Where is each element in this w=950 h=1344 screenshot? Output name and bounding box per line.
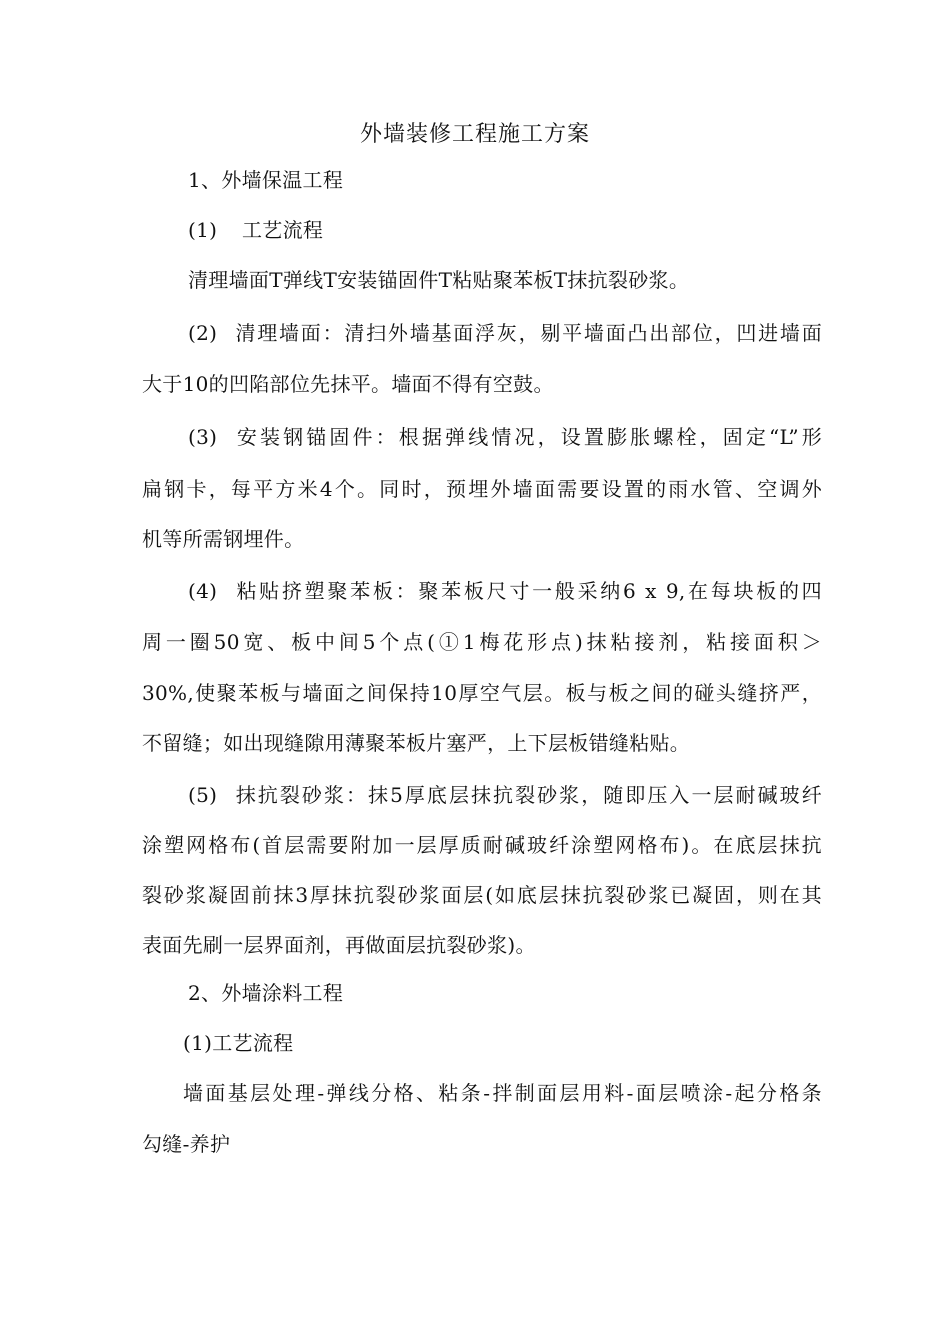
process-flow-2-line-2: 勾缝-养护 (142, 1132, 231, 1156)
item-label: 工艺流程 (242, 218, 324, 242)
section-heading-2: 2、外墙涂料工程 (188, 981, 344, 1005)
item-text: 粘贴挤塑聚苯板：聚苯板尺寸一般采纳6 x 9,在每块板的四 (234, 579, 822, 603)
item-number: (4) (188, 579, 218, 603)
item-3-line-2: 扁钢卡，每平方米4个。同时，预埋外墙面需要设置的雨水管、空调外 (142, 477, 822, 501)
item-4-line-2: 周一圈50宽、板中间5个点(①1梅花形点)抹粘接剂，粘接面积＞ (142, 630, 822, 654)
item-number: (1) (188, 218, 218, 242)
item-number: (2) (188, 321, 218, 345)
item-5-line-2: 涂塑网格布(首层需要附加一层厚质耐碱玻纤涂塑网格布)。在底层抹抗 (142, 833, 822, 857)
item-1-heading (188, 213, 822, 247)
process-flow-1: 清理墙面T弹线T安装锚固件T粘贴聚苯板T抹抗裂砂浆。 (188, 268, 690, 292)
section-2-item-1: (1)工艺流程 (183, 1031, 294, 1055)
item-2-line-2: 大于10的凹陷部位先抹平。墙面不得有空鼓。 (142, 372, 554, 396)
item-text: 安装钢锚固件：根据弹线情况，设置膨胀螺栓，固定“L”形 (234, 425, 822, 449)
item-4-line-3: 30%,使聚苯板与墙面之间保持10厚空气层。板与板之间的碰头缝挤严， (142, 681, 822, 705)
item-4-line-1 (188, 574, 822, 608)
item-number: (3) (188, 425, 218, 449)
item-5-line-3: 裂砂浆凝固前抹3厚抹抗裂砂浆面层(如底层抹抗裂砂浆已凝固，则在其 (142, 883, 822, 907)
item-2-line-1 (188, 316, 822, 350)
document-title: 外墙装修工程施工方案 (359, 122, 590, 147)
item-5-line-4: 表面先刷一层界面剂，再做面层抗裂砂浆)。 (142, 933, 536, 957)
item-4-line-4: 不留缝；如出现缝隙用薄聚苯板片塞严，上下层板错缝粘贴。 (142, 731, 691, 755)
item-5-line-1 (188, 778, 822, 812)
process-flow-2-line-1: 墙面基层处理-弹线分格、粘条-拌制面层用料-面层喷涂-起分格条 (183, 1081, 822, 1105)
item-text: 抹抗裂砂浆：抹5厚底层抹抗裂砂浆，随即压入一层耐碱玻纤 (234, 783, 822, 807)
section-heading-1: 1、外墙保温工程 (188, 168, 344, 192)
item-3-line-1 (188, 420, 822, 454)
item-3-line-3: 机等所需钢埋件。 (142, 527, 305, 551)
item-text: 清理墙面：清扫外墙基面浮灰，剔平墙面凸出部位，凹进墙面 (234, 321, 822, 345)
item-number: (5) (188, 783, 218, 807)
